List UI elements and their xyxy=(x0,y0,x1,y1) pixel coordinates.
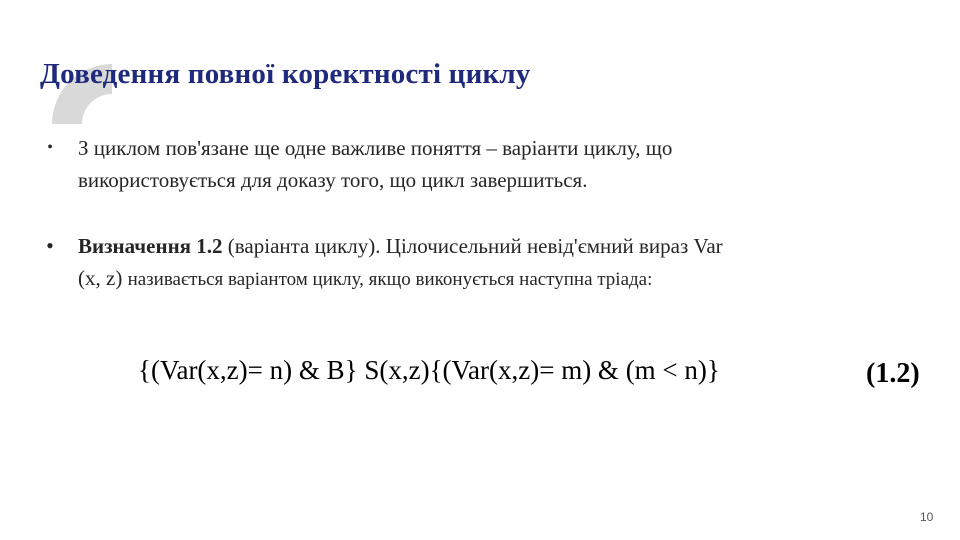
bullet-item-1 xyxy=(40,132,920,196)
bullet-item-2 xyxy=(40,230,920,296)
page-number: 10 xyxy=(920,510,934,524)
formula-number: (1.2) xyxy=(866,358,920,389)
bullet-list xyxy=(40,132,920,296)
bullet-dot: • xyxy=(47,139,53,156)
slide-title: Доведення повної коректності циклу xyxy=(40,58,531,90)
definition-term: Визначення 1.2 xyxy=(78,234,223,258)
definition-text-cont: називається варіантом циклу, якщо виконується наступна тріада: xyxy=(127,269,653,290)
bullet-2-line-2 xyxy=(78,262,920,296)
triad-formula: {(Var(x,z)= n) & B} S(x,z){(Var(x,z)= m) & (m < n)} xyxy=(138,355,720,385)
definition-text: (варіанта циклу). Цілочисельний невід'ємний вираз Var xyxy=(222,234,723,258)
definition-args: (x, z) xyxy=(78,266,128,290)
bullet-dot: • xyxy=(46,233,54,258)
bullet-2-line-1 xyxy=(78,230,920,262)
bullet-1-line-1: З циклом пов'язане ще одне важливе поняття – варіанти циклу, що xyxy=(78,136,673,160)
bullet-1-line-2: використовується для доказу того, що цикл завершиться. xyxy=(78,168,588,192)
